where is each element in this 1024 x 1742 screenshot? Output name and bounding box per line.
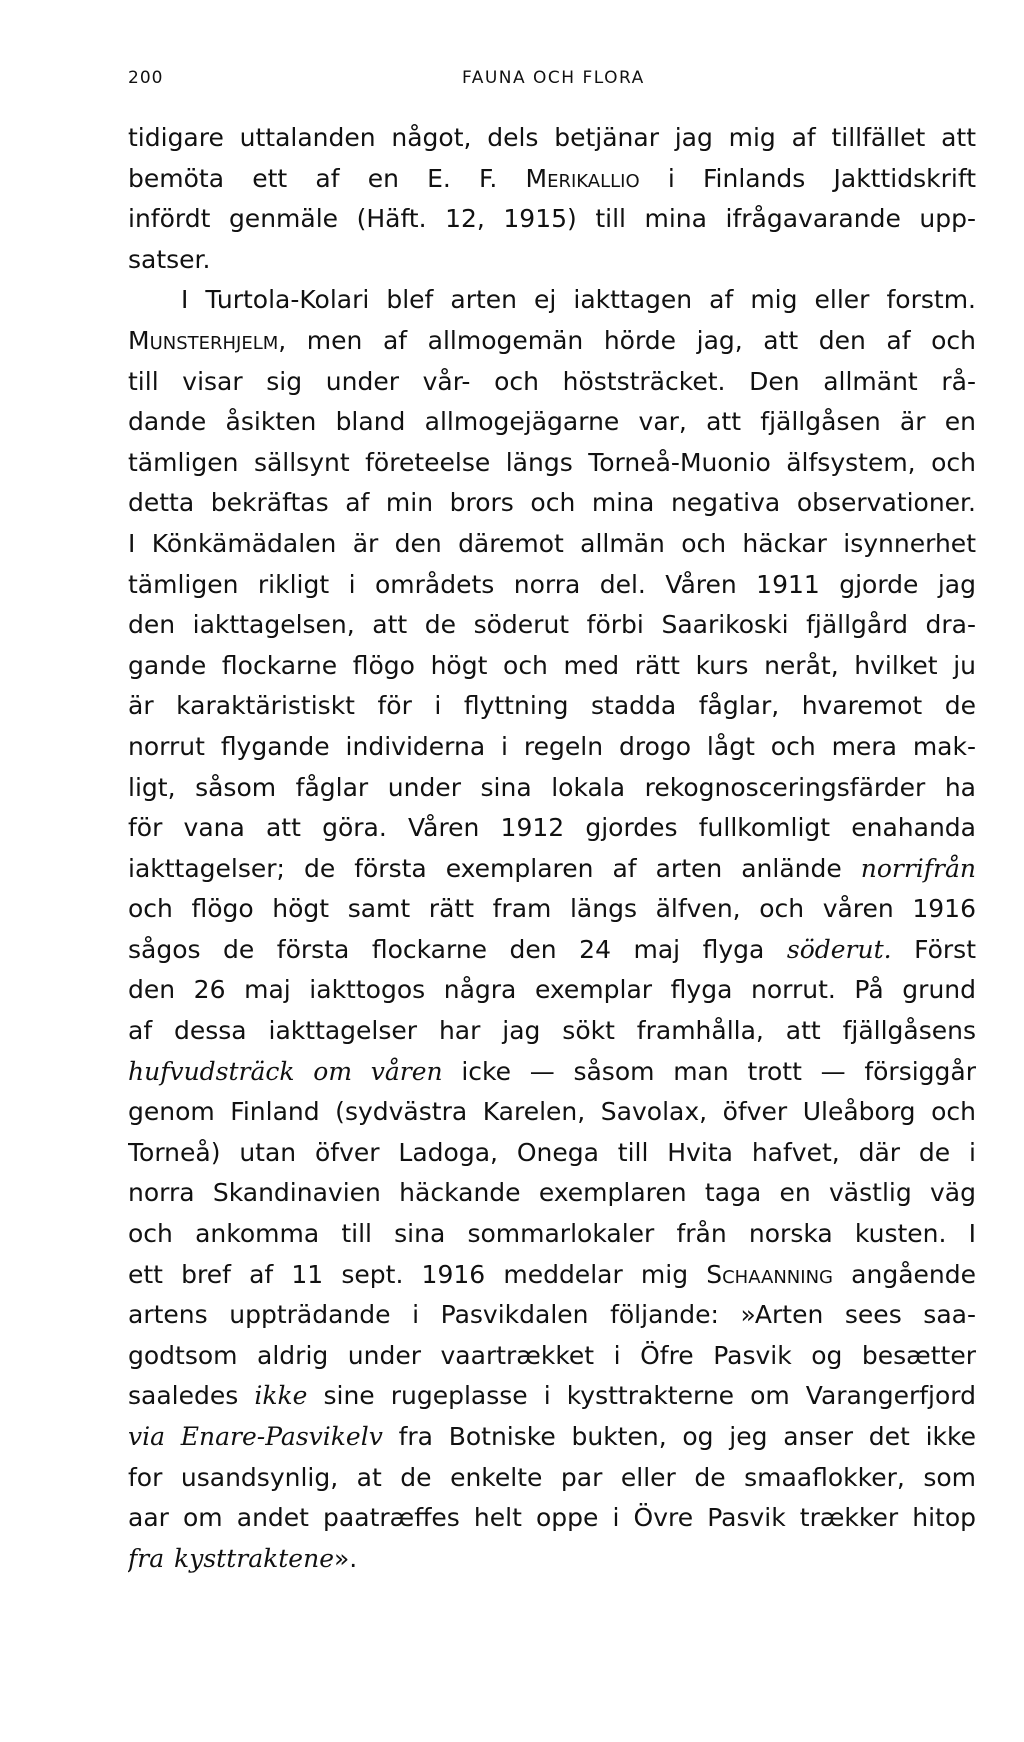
text-line: infördt genmäle (Häft. 12, 1915) till mina ifrågavarande upp-	[128, 204, 976, 234]
text-line: ett bref af 11 sept. 1916 meddelar mig Schaanning angående	[128, 1259, 976, 1289]
text-line: gande flockarne flögo högt och med rätt kurs neråt, hvilket ju	[128, 650, 976, 680]
text-line: I Könkämädalen är den däremot allmän och häckar isynnerhet	[128, 528, 976, 558]
text-line: tämligen sällsynt företeelse längs Torneå-Muonio älfsystem, och	[128, 447, 976, 477]
text-line: tidigare uttalanden något, dels betjänar jag mig af tillfället att	[128, 123, 976, 152]
text-line: till visar sig under vår- och höststräcket. Den allmänt rå-	[128, 366, 976, 396]
text-line: saaledes ikke sine rugeplasse i kysttrakterne om Varangerfjord	[128, 1381, 976, 1411]
text-line: for usandsynlig, at de enkelte par eller de smaaflokker, som	[128, 1462, 976, 1492]
text-line: för vana att göra. Våren 1912 gjordes fullkomligt enahanda	[128, 813, 976, 843]
text-line: Munsterhjelm, men af allmogemän hörde jag, att den af och	[128, 325, 976, 355]
text-line: satser.	[128, 244, 211, 274]
italic-ikke: ikke	[254, 1381, 308, 1411]
text-line: genom Finland (sydvästra Karelen, Savolax, öfver Uleåborg och	[128, 1097, 976, 1127]
text-line: godtsom aldrig under vaartrækket i Öfre Pasvik og besætter	[128, 1340, 976, 1370]
text-line: artens uppträdande i Pasvikdalen följande: »Arten sees saa-	[128, 1300, 976, 1330]
text-line: fra kysttraktene».	[128, 1543, 358, 1573]
text-line: den iakttagelsen, att de söderut förbi Saarikoski fjällgård dra-	[128, 610, 976, 640]
running-head: FAUNA OCH FLORA	[462, 68, 645, 88]
body-text	[128, 118, 976, 1579]
text-line: norrut flygande individerna i regeln drogo lågt och mera mak-	[128, 731, 976, 761]
text-line: tämligen rikligt i områdets norra del. Våren 1911 gjorde jag	[128, 569, 976, 599]
text-line: och flögo högt samt rätt fram längs älfven, och våren 1916	[128, 894, 976, 924]
text-line: via Enare-Pasvikelv fra Botniske bukten, og jeg anser det ikke	[128, 1422, 976, 1451]
text-line: sågos de första flockarne den 24 maj flyga söderut. Först	[128, 934, 976, 964]
italic-hufvudstrack: hufvudsträck om våren	[128, 1056, 443, 1086]
text-line: ligt, såsom fåglar under sina lokala rekognosceringsfärder ha	[128, 772, 976, 802]
page-number: 200	[128, 68, 164, 88]
italic-via-enare: via Enare-Pasvikelv	[128, 1422, 383, 1451]
italic-soderut: söderut.	[786, 934, 892, 964]
text-line: aar om andet paatræffes helt oppe i Övre Pasvik trækker hitop	[128, 1503, 976, 1533]
text-line: är karaktäristiskt för i flyttning stadda fåglar, hvaremot de	[128, 691, 976, 721]
text-line: norra Skandinavien häckande exemplaren taga en västlig väg	[128, 1178, 976, 1208]
text-line: hufvudsträck om våren icke — såsom man trott — försiggår	[128, 1056, 976, 1086]
text-line: I Turtola-Kolari blef arten ej iakttagen af mig eller forstm.	[181, 285, 976, 315]
author-name-merikallio: Merikallio	[525, 163, 640, 193]
text-line: bemöta ett af en E. F. Merikallio i Finlands Jakttidskrift	[128, 163, 976, 193]
page-header	[128, 68, 972, 92]
italic-fra-kysttraktene: fra kysttraktene	[128, 1543, 334, 1573]
text-line: iakttagelser; de första exemplaren af arten anlände norrifrån	[128, 853, 976, 883]
text-line: dande åsikten bland allmogejägarne var, att fjällgåsen är en	[128, 407, 976, 437]
text-line: och ankomma till sina sommarlokaler från norska kusten. I	[128, 1219, 976, 1249]
italic-norrifran: norrifrån	[860, 853, 976, 883]
text-line: detta bekräftas af min brors och mina negativa observationer.	[128, 488, 976, 518]
text-line: Torneå) utan öfver Ladoga, Onega till Hvita hafvet, där de i	[128, 1137, 976, 1167]
author-name-schaanning: Schaanning	[706, 1259, 833, 1289]
text-line: af dessa iakttagelser har jag sökt framhålla, att fjällgåsens	[128, 1016, 976, 1046]
text-line: den 26 maj iakttogos några exemplar flyga norrut. På grund	[128, 975, 976, 1005]
author-name-munsterhjelm: Munsterhjelm	[128, 325, 279, 355]
